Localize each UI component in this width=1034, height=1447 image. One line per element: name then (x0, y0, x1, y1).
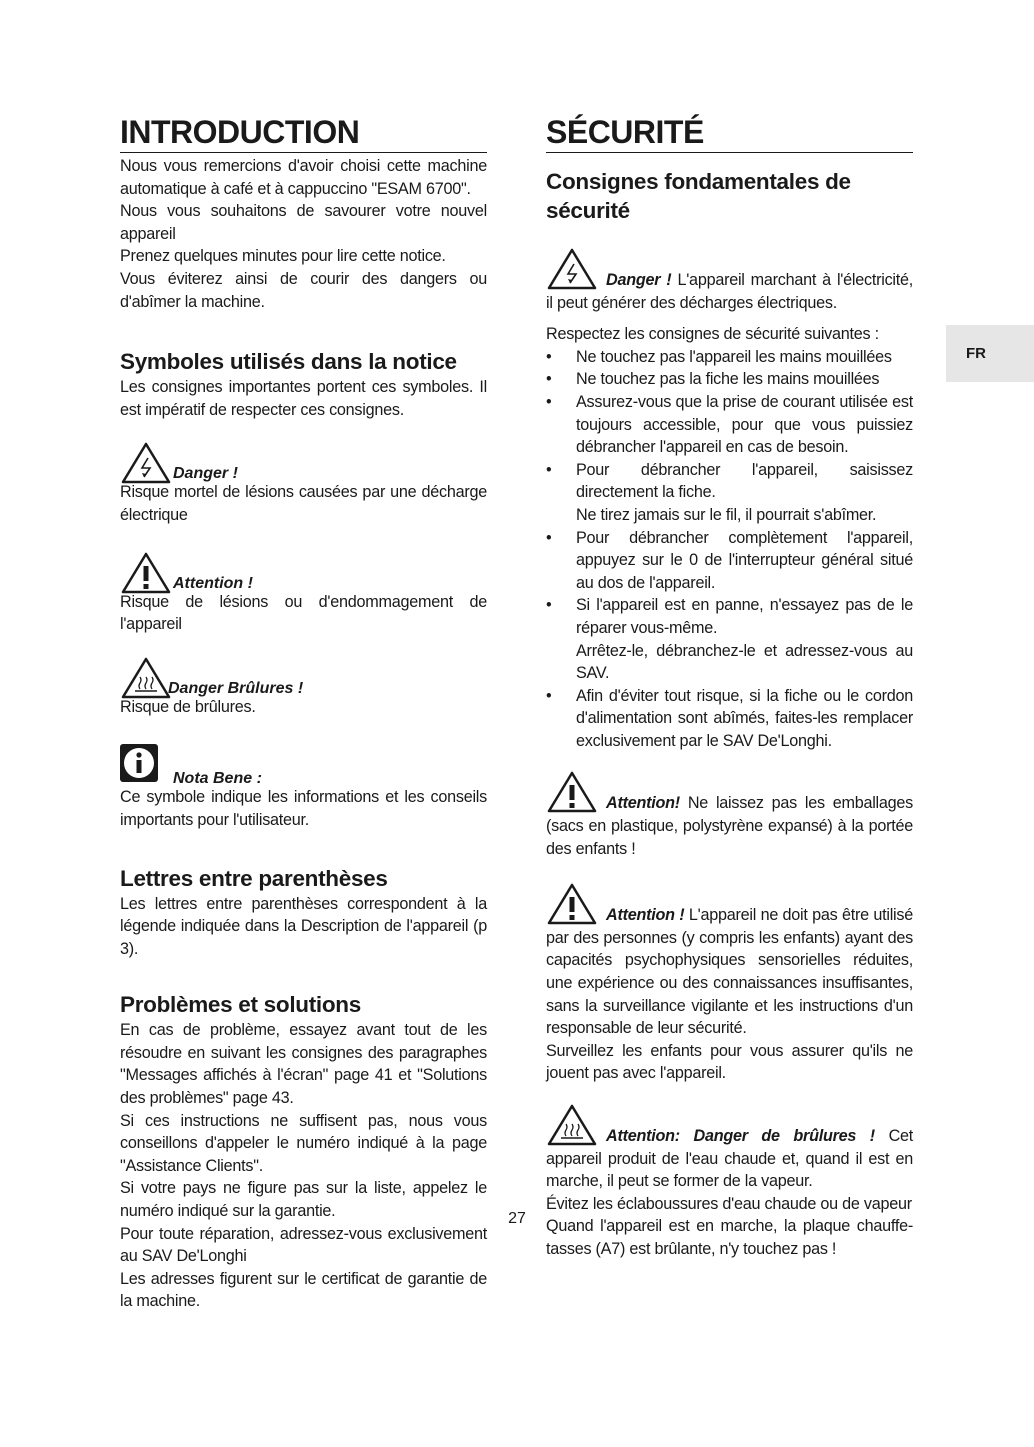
burn-symbol (120, 656, 487, 697)
attention-symbol (120, 551, 487, 592)
burn-warning-text-3: Quand l'appareil est en marche, la plaque chauffe-tasses (A7) est brûlante, n'y touchez pas ! (546, 1217, 913, 1258)
attention-warning-persons (546, 882, 913, 1085)
nota-bene-symbol (120, 744, 487, 788)
symbols-heading: Symboles utilisés dans la notice (120, 349, 457, 375)
attention-description: Risque de lésions ou d'endommagement de l'appareil (120, 592, 487, 634)
list-item: • Ne touchez pas la fiche les mains mouillées (546, 370, 880, 389)
right-column (546, 112, 913, 1261)
exclamation-warning-icon (546, 882, 598, 926)
list-item: • Ne touchez pas l'appareil les mains mouillées (546, 347, 892, 366)
electric-warning-icon (546, 247, 598, 291)
danger-description: Risque mortel de lésions causées par une décharge électrique (120, 483, 487, 524)
nota-bene-description: Ce symbole indique les informations et les conseils importants pour l'utilisateur. (120, 788, 487, 829)
safety-rules-list (546, 346, 913, 753)
list-item: • Si l'appareil est en panne, n'essayez pas de le réparer vous-même. Arrêtez-le, débranchez-le et adressez-vous au SAV. (546, 596, 913, 683)
burn-description: Risque de brûlures. (120, 697, 256, 716)
intro-paragraph: Nous vous remercions d'avoir choisi cette machine automatique à café et à cappuccino "ESAM 6700". (120, 157, 487, 198)
attention-packaging-text: Ne laissez pas les emballages (sacs en plastique, polystyrène expansé) à la portée des enfants ! (546, 794, 913, 858)
problems-paragraph: Si votre pays ne figure pas sur la liste, appelez le numéro indiqué sur la garantie. (120, 1179, 487, 1221)
burn-label: Danger Brûlures ! (168, 679, 304, 697)
electric-warning-icon (120, 441, 172, 485)
attention-persons-text-2: Surveillez les enfants pour vous assurer qu'ils ne jouent pas avec l'appareil. (546, 1041, 913, 1083)
burn-warning (546, 1103, 913, 1261)
intro-paragraph: Prenez quelques minutes pour lire cette notice. (120, 247, 446, 266)
problems-paragraph: Pour toute réparation, adressez-vous exclusivement au SAV De'Longhi (120, 1224, 487, 1266)
danger-warning (546, 247, 913, 314)
problems-paragraph: Si ces instructions ne suffisent pas, nous vous conseillons d'appeler le numéro indiqué à la page "Assistance Clients". (120, 1111, 487, 1175)
problems-paragraph: Les adresses figurent sur le certificat de garantie de la machine. (120, 1269, 487, 1311)
safety-subheading: Consignes fondamentales de sécurité (546, 169, 851, 223)
attention-persons-label: Attention ! (606, 906, 685, 925)
attention-persons-text: L'appareil ne doit pas être utilisé par des personnes (y compris les enfants) ayant des capacités psychophysiques sensorielles réduites, une expérience ou des connaissances insuffisantes, sans la surveillance vigilante et les instructions d'un responsable de leur sécurité. (546, 906, 913, 1038)
securite-title: SÉCURITÉ (546, 112, 913, 153)
introduction-title: INTRODUCTION (120, 112, 487, 153)
letters-heading: Lettres entre parenthèses (120, 865, 388, 891)
list-item: • Pour débrancher l'appareil, saisissez directement la fiche. Ne tirez jamais sur le fil, il pourrait s'abîmer. (546, 460, 913, 524)
left-column (120, 112, 487, 1313)
attention-packaging-label: Attention! (606, 794, 680, 813)
exclamation-warning-icon (120, 551, 172, 595)
problems-paragraph: En cas de problème, essayez avant tout de les résoudre en suivant les consignes des paragraphes "Messages affichés à l'écran" page 41 et "Solutions des problèmes" page 43. (120, 1021, 487, 1108)
letters-text: Les lettres entre parenthèses correspondent à la légende indiquée dans la Description de l'appareil (p 3). (120, 894, 487, 958)
exclamation-warning-icon (546, 770, 598, 814)
danger-warning-text: L'appareil marchant à l'électricité, il peut générer des décharges électriques. (546, 271, 914, 312)
nota-bene-label: Nota Bene : (173, 770, 262, 788)
hot-surface-warning-icon (546, 1103, 598, 1147)
hot-surface-warning-icon (120, 656, 172, 700)
danger-warning-label: Danger ! (606, 271, 672, 289)
attention-label: Attention ! (173, 574, 253, 592)
language-tab-fr: FR (946, 325, 1034, 382)
list-item: • Pour débrancher complètement l'appareil, appuyez sur le 0 de l'interrupteur général situé au dos de l'appareil. (546, 528, 913, 592)
intro-paragraph: Vous éviterez ainsi de courir des dangers ou d'abîmer la machine. (120, 269, 487, 311)
list-item: • Assurez-vous que la prise de courant utilisée est toujours accessible, pour que vous puissiez débrancher l'appareil en cas de besoin. (546, 392, 913, 457)
symbols-intro: Les consignes importantes portent ces symboles. Il est impératif de respecter ces consignes. (120, 378, 487, 419)
danger-symbol (120, 441, 487, 483)
intro-paragraph: Nous vous souhaitons de savourer votre nouvel appareil (120, 202, 487, 243)
problems-heading: Problèmes et solutions (120, 992, 361, 1018)
burn-warning-text: Cet appareil produit de l'eau chaude et, quand il est en marche, il peut se former de la vapeur. (546, 1127, 914, 1191)
page-number: 27 (508, 1210, 526, 1227)
info-icon (120, 744, 160, 784)
burn-warning-label: Attention: Danger de brûlures ! (606, 1127, 875, 1145)
rules-intro: Respectez les consignes de sécurité suivantes : (546, 325, 879, 344)
attention-warning-packaging (546, 770, 913, 860)
burn-warning-text-2: Évitez les éclaboussures d'eau chaude ou de vapeur (546, 1194, 912, 1213)
danger-label: Danger ! (173, 465, 238, 483)
list-item: • Afin d'éviter tout risque, si la fiche ou le cordon d'alimentation sont abîmés, faites-les remplacer exclusivement par le SAV De'Longhi. (546, 686, 913, 750)
